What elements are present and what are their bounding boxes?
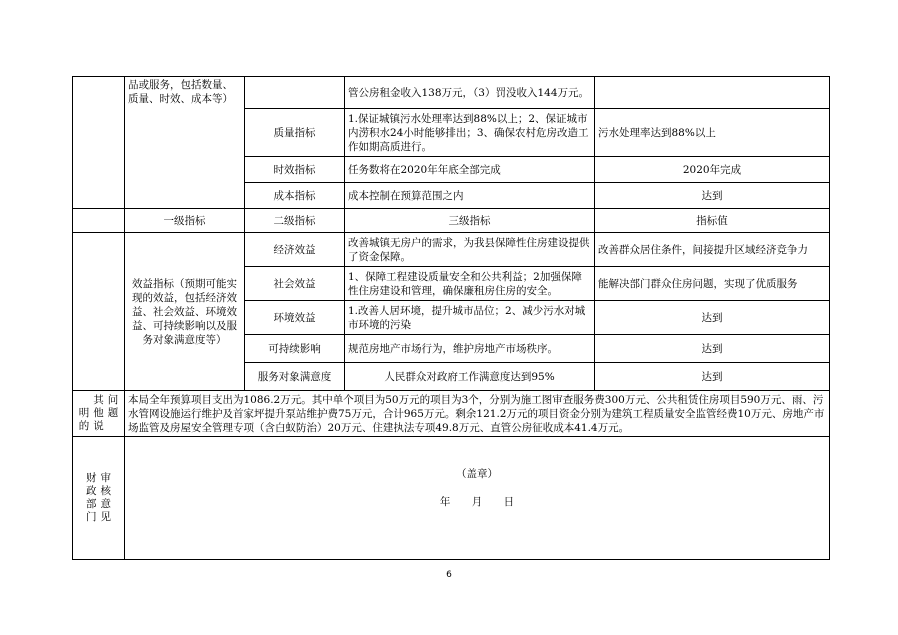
seal-text: （盖章） — [456, 468, 498, 480]
other-issues-label-side: 明 的 — [78, 407, 90, 432]
quantity-content-cont: 管公房租金收入138万元，（3）罚没收入144万元。 — [345, 77, 595, 109]
performance-table — [72, 76, 830, 560]
blank-cell — [595, 77, 830, 109]
environment-benefit-content: 1.改善人居环境，提升城市品位；2、减少污水对城市环境的污染 — [345, 301, 595, 335]
time-indicator-value: 2020年完成 — [595, 157, 830, 183]
finance-review-col2: 审 核 意 见 — [100, 472, 111, 523]
header-level1: 一级指标 — [125, 209, 245, 233]
date-line: 年 月 日 — [439, 496, 515, 508]
blank-cell — [73, 233, 125, 391]
blank-cell — [73, 77, 125, 209]
environment-benefit-label: 环境效益 — [245, 301, 345, 335]
finance-review-body — [125, 437, 830, 560]
economic-benefit-content: 改善城镇无房户的需求，为我县保障性住房建设提供了资金保障。 — [345, 233, 595, 267]
cost-indicator-label: 成本指标 — [245, 183, 345, 209]
sustainability-label: 可持续影响 — [245, 335, 345, 363]
time-indicator-content: 任务数将在2020年年底全部完成 — [345, 157, 595, 183]
social-benefit-label: 社会效益 — [245, 267, 345, 301]
social-benefit-value: 能解决部门群众住房问题，实现了优质服务 — [595, 267, 830, 301]
header-level2: 二级指标 — [245, 209, 345, 233]
other-issues-label — [73, 391, 125, 437]
blank-cell — [245, 77, 345, 109]
sustainability-value: 达到 — [595, 335, 830, 363]
cost-indicator-content: 成本控制在预算范围之内 — [345, 183, 595, 209]
social-benefit-content: 1、保障工程建设质量安全和公共利益；2加强保障性住房建设和管理，确保廉租房住房的安全。 — [345, 267, 595, 301]
other-issues-text: 本局全年预算项目支出为1086.2万元。其中单个项目为50万元的项目为3个，分别为施工图审查服务费300万元、公共租赁住房项目590万元、雨、污水管网设施运行维护及首家坪提升泵站维护费75万元，合计965万元。剩余121.2万元的项目资金分别为建筑工程质量安全监管经费10万元、房地产市场监管及房屋安全管理专项（含白蚁防治）20万元、住建执法专项49.8万元、直管公房征收成本41.4万元。 — [125, 391, 830, 437]
quality-indicator-content: 1.保证城镇污水处理率达到88%以上；2、保证城市内涝积水24小时能够排出；3、确保农村危房改造工作如期高质进行。 — [345, 109, 595, 157]
cost-indicator-value: 达到 — [595, 183, 830, 209]
satisfaction-content: 人民群众对政府工作满意度达到95% — [345, 363, 595, 391]
satisfaction-value: 达到 — [595, 363, 830, 391]
sustainability-content: 规范房地产市场行为，维护房地产市场秩序。 — [345, 335, 595, 363]
finance-review-label — [73, 437, 125, 560]
economic-benefit-label: 经济效益 — [245, 233, 345, 267]
header-value: 指标值 — [595, 209, 830, 233]
quality-indicator-label: 质量指标 — [245, 109, 345, 157]
output-indicator-label-cont: 品或服务，包括数量、质量、时效、成本等） — [125, 77, 245, 209]
quality-indicator-value: 污水处理率达到88%以上 — [595, 109, 830, 157]
satisfaction-label: 服务对象满意度 — [245, 363, 345, 391]
finance-review-col1: 财 政 部 门 — [86, 472, 97, 523]
page-number: 6 — [446, 570, 452, 580]
header-level3: 三级指标 — [345, 209, 595, 233]
environment-benefit-value: 达到 — [595, 301, 830, 335]
other-issues-label-col2: 问 题 — [107, 394, 119, 419]
benefit-indicator-label: 效益指标（预期可能实现的效益，包括经济效益、社会效益、环境效益、可持续影响以及服务对象满意度等） — [125, 233, 245, 391]
economic-benefit-value: 改善群众居住条件，间接提升区域经济竞争力 — [595, 233, 830, 267]
blank-cell — [73, 209, 125, 233]
time-indicator-label: 时效指标 — [245, 157, 345, 183]
other-issues-label-col1: 其 他 说 — [93, 394, 104, 432]
